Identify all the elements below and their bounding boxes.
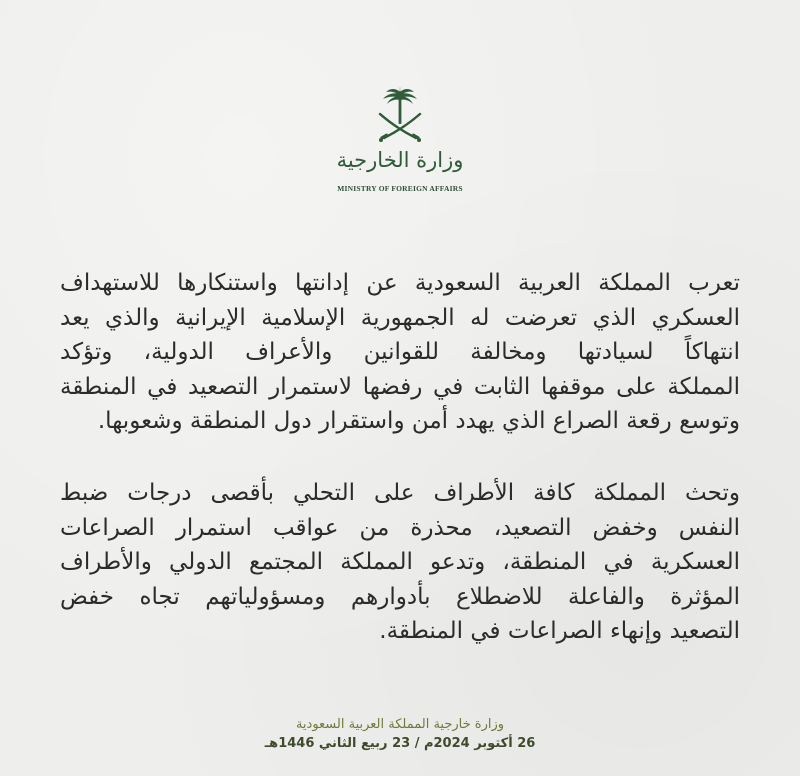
paragraph-line: العسكري الذي تعرضت له الجمهورية الإسلامية الإيرانية والذي يعد [60,304,740,331]
ministry-english-name: MINISTRY OF FOREIGN AFFAIRS [337,184,463,193]
paragraph-line: التصعيد وإنهاء الصراعات في المنطقة. [379,618,740,644]
paragraph-line: وتحث المملكة كافة الأطراف على التحلي بأقصى درجات ضبط [60,480,740,506]
ministry-arabic-name: وزارة الخارجية [336,148,464,172]
ministry-header [330,86,470,204]
statement-date: 26 أكتوبر 2024م / 23 ربيع الثاني 1446هـ [264,736,536,751]
statement-paragraph-1 [60,266,740,439]
paragraph-line: المملكة على موقفها الثابت في رفضها لاستمرار التصعيد في المنطقة [60,373,740,400]
paragraph-line: تعرب المملكة العربية السعودية عن إدانتها واستنكارها للاستهداف [60,270,740,296]
statement-footer [200,716,600,754]
paragraph-line: المؤثرة والفاعلة للاضطلاع بأدوارهم ومسؤولياتهم تجاه خفض [60,583,740,610]
paragraph-line: وتوسع رقعة الصراع الذي يهدد أمن واستقرار دول المنطقة وشعوبها. [97,408,740,434]
palm-and-swords-emblem-icon [372,86,428,148]
issuer-name: وزارة خارجية المملكة العربية السعودية [295,717,505,732]
statement-paragraph-2 [60,476,740,649]
paragraph-line: العسكرية في المنطقة، وتدعو المملكة المجتمع الدولي والأطراف [60,549,740,575]
paragraph-line: انتهاكاً لسيادتها ومخالفة للقوانين والأعراف الدولية، وتؤكد [60,339,740,365]
paragraph-line: النفس وخفض التصعيد، محذرة من عواقب استمرار الصراعات [60,514,740,541]
